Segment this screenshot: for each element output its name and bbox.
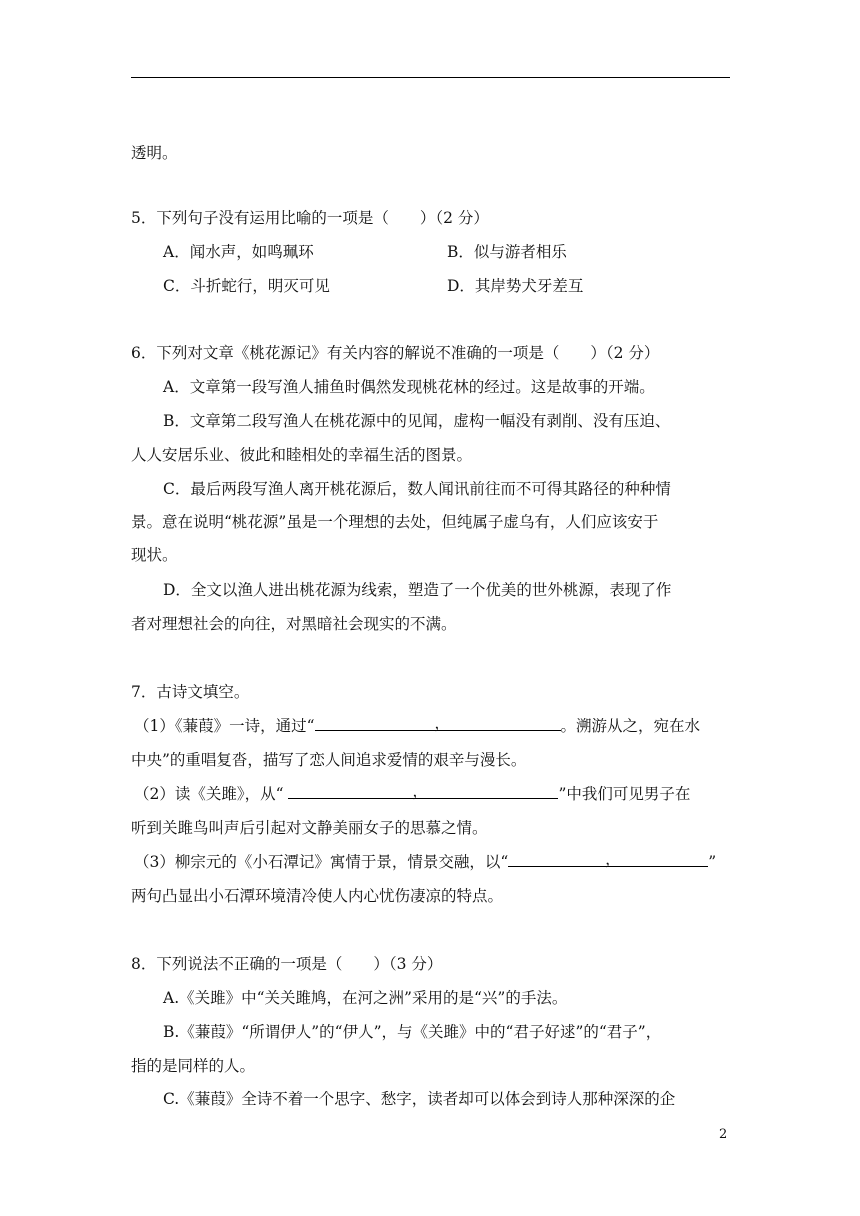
q8-option-c-line1: C.《蒹葭》全诗不着一个思字、愁字，读者却可以体会到诗人那种深深的企 — [163, 1090, 676, 1108]
q7-part1-line1 — [134, 716, 700, 736]
q6-option-c-line1: C．最后两段写渔人离开桃花源后，数人闻讯前往而不可得其路径的种种情 — [163, 480, 671, 498]
q7-part1-text-b: 。溯游从之，宛在水 — [560, 717, 701, 735]
question-5-stem: 5．下列句子没有运用比喻的一项是（ ）（2 分） — [131, 209, 489, 227]
page-number: 2 — [719, 1127, 728, 1142]
q6-option-b-line1: B．文章第二段写渔人在桃花源中的见闻，虚构一幅没有剥削、没有压迫、 — [163, 412, 671, 430]
q8-option-b-line2: 指的是同样的人。 — [131, 1057, 256, 1075]
blank-separator: ， — [605, 850, 621, 868]
q7-part3-line1 — [134, 852, 716, 872]
q6-option-b-line2: 人人安居乐业、彼此和睦相处的幸福生活的图景。 — [131, 446, 473, 464]
q6-option-c-line3: 现状。 — [131, 546, 178, 564]
q6-option-a: A．文章第一段写渔人捕鱼时偶然发现桃花林的经过。这是故事的开端。 — [163, 378, 655, 396]
q7-part2-blank[interactable] — [288, 784, 558, 799]
q5-option-b: B．似与游者相乐 — [447, 243, 567, 261]
question-7-stem: 7．古诗文填空。 — [131, 683, 250, 701]
q7-part2-line2: 听到关雎鸟叫声后引起对文静美丽女子的思慕之情。 — [131, 819, 488, 837]
q7-part3-text-b: ” — [708, 853, 717, 871]
q7-part1-blank[interactable] — [315, 716, 561, 731]
question-6-stem: 6．下列对文章《桃花源记》有关内容的解说不准确的一项是（ ）（2 分） — [131, 344, 660, 362]
q6-option-d-line2: 者对理想社会的向往，对黑暗社会现实的不满。 — [131, 615, 457, 633]
blank-separator: ， — [434, 714, 450, 732]
q5-option-d: D．其岸势犬牙差互 — [447, 277, 584, 295]
q7-part3-text-a: （3）柳宗元的《小石潭记》寓情于景，情景交融，以“ — [134, 853, 509, 871]
question-8-stem: 8．下列说法不正确的一项是（ ）（3 分） — [131, 955, 443, 973]
q7-part2-text-a: （2）读《关雎》，从“ — [134, 785, 289, 803]
q7-part1-text-a: （1）《蒹葭》一诗，通过“ — [134, 717, 315, 735]
q7-part2-text-b: ”中我们可见男子在 — [558, 785, 691, 803]
q7-part2-line1 — [134, 784, 690, 804]
q8-option-a: A.《关雎》中“关关雎鸠，在河之洲”采用的是“兴”的手法。 — [163, 989, 568, 1007]
q6-option-c-line2: 景。意在说明“桃花源”虽是一个理想的去处，但纯属子虚乌有，人们应该安于 — [131, 513, 659, 531]
q6-option-d-line1: D．全文以渔人进出桃花源为线索，塑造了一个优美的世外桃源，表现了作 — [163, 581, 672, 599]
q7-part3-blank[interactable] — [508, 852, 708, 867]
header-rule — [131, 77, 730, 78]
q5-option-a: A．闻水声，如鸣珮环 — [163, 243, 314, 261]
q8-option-b-line1: B.《蒹葭》“所谓伊人”的“伊人”，与《关雎》中的“君子好逑”的“君子”， — [163, 1023, 662, 1041]
q5-option-c: C．斗折蛇行，明灭可见 — [163, 277, 330, 295]
q7-part3-line2: 两句凸显出小石潭环境清冷使人内心忧伤凄凉的特点。 — [131, 887, 504, 905]
continued-text: 透明。 — [131, 144, 178, 162]
q7-part1-line2: 中央”的重唱复沓，描写了恋人间追求爱情的艰辛与漫长。 — [131, 751, 527, 769]
blank-separator: ， — [412, 782, 428, 800]
